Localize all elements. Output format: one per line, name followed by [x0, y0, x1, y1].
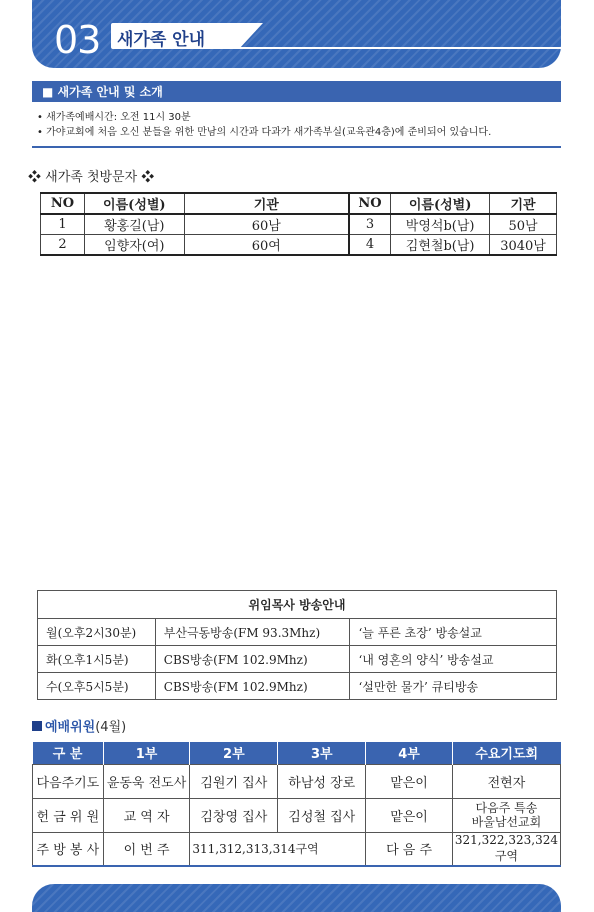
header-cell-group: 기관 [184, 193, 349, 214]
table-cell: 321,322,323,324구역 [452, 832, 560, 866]
broadcast-station: CBS방송(FM 102.9Mhz) [155, 673, 350, 700]
table-cell [452, 798, 560, 832]
visitors-table [40, 192, 557, 256]
table-cell: 이 번 주 [103, 832, 190, 866]
table-row [33, 832, 561, 866]
committee-title: 예배위원(4월) [32, 716, 126, 735]
special-song-label: 다음주 특송 [475, 801, 538, 815]
header-cell-service2: 2부 [190, 742, 278, 764]
header-cell-name: 이름(성별) [391, 193, 490, 214]
table-header-row [41, 193, 557, 214]
table-row [41, 214, 557, 235]
intro-text [37, 110, 561, 140]
broadcast-program: ‘늘 푸른 초장’ 방송설교 [350, 619, 557, 646]
table-row [38, 673, 557, 700]
table-cell: 박영석b(남) [391, 214, 490, 235]
broadcast-time: 수(오후5시5분) [38, 673, 156, 700]
table-row [38, 646, 557, 673]
table-cell: 황홍길(남) [84, 214, 184, 235]
broadcast-station: CBS방송(FM 102.9Mhz) [155, 646, 350, 673]
table-cell: 맡은이 [366, 764, 453, 798]
header-cell-no: NO [41, 193, 85, 214]
table-cell: 311,312,313,314구역 [190, 832, 366, 866]
header-cell-service1: 1부 [103, 742, 190, 764]
header-cell-no: NO [349, 193, 391, 214]
special-song-group: 바울남선교회 [471, 815, 542, 829]
square-bullet-icon [32, 721, 42, 731]
intro-line-service-time: • 새가족예배시간: 오전 11시 30분 [37, 112, 191, 123]
table-cell: 전현자 [452, 764, 560, 798]
broadcast-table [37, 590, 557, 700]
header-cell-wednesday: 수요기도회 [452, 742, 560, 764]
table-cell: 임향자(여) [84, 235, 184, 256]
table-cell: 3 [349, 214, 391, 235]
header-cell-category: 구 분 [33, 742, 104, 764]
table-cell: 윤동욱 전도사 [103, 764, 190, 798]
broadcast-time: 화(오후1시5분) [38, 646, 156, 673]
table-row [38, 619, 557, 646]
committee-table [32, 742, 561, 867]
table-cell: 2 [41, 235, 85, 256]
table-cell: 60여 [184, 235, 349, 256]
header-cell-name: 이름(성별) [84, 193, 184, 214]
section-title: 새가족 안내 [111, 23, 239, 49]
broadcast-time: 월(오후2시30분) [38, 619, 156, 646]
broadcast-station: 부산극동방송(FM 93.3Mhz) [155, 619, 350, 646]
broadcast-program: ‘설만한 물가’ 큐티방송 [350, 673, 557, 700]
header-cell-service4: 4부 [366, 742, 453, 764]
section-title-underline [239, 47, 561, 49]
section-title-tail [239, 23, 263, 49]
table-row [33, 764, 561, 798]
header-cell-service3: 3부 [278, 742, 366, 764]
table-cell: 1 [41, 214, 85, 235]
header-cell-group: 기관 [490, 193, 557, 214]
row-label: 다음주기도 [33, 764, 104, 798]
table-cell: 김원기 집사 [190, 764, 278, 798]
table-cell: 하남성 장로 [278, 764, 366, 798]
row-label: 주 방 봉 사 [33, 832, 104, 866]
table-cell: 50남 [490, 214, 557, 235]
table-row [41, 235, 557, 256]
broadcast-title: 위임목사 방송안내 [38, 591, 557, 619]
broadcast-program: ‘내 영혼의 양식’ 방송설교 [350, 646, 557, 673]
table-header-row [33, 742, 561, 764]
table-cell: 3040남 [490, 235, 557, 256]
table-row [33, 798, 561, 832]
intro-divider [32, 146, 561, 148]
row-label: 헌 금 위 원 [33, 798, 104, 832]
section-number: 03 [54, 18, 101, 62]
intro-line-welcome: • 가야교회에 처음 오신 분들을 위한 만남의 시간과 다과가 새가족부실(교육관4층)에 준비되어 있습니다. [37, 127, 492, 138]
visitors-title: ❖ 새가족 첫방문자 ❖ [28, 170, 155, 185]
table-cell: 김성철 집사 [278, 798, 366, 832]
table-cell: 60남 [184, 214, 349, 235]
bottom-band [32, 884, 561, 912]
table-cell: 김창영 집사 [190, 798, 278, 832]
table-cell: 4 [349, 235, 391, 256]
table-cell: 맡은이 [366, 798, 453, 832]
table-cell: 교 역 자 [103, 798, 190, 832]
broadcast-title-row [38, 591, 557, 619]
section-header-band [32, 0, 561, 68]
table-cell: 김현철b(남) [391, 235, 490, 256]
intro-heading: ■ 새가족 안내 및 소개 [32, 81, 561, 102]
table-cell: 다 음 주 [366, 832, 453, 866]
